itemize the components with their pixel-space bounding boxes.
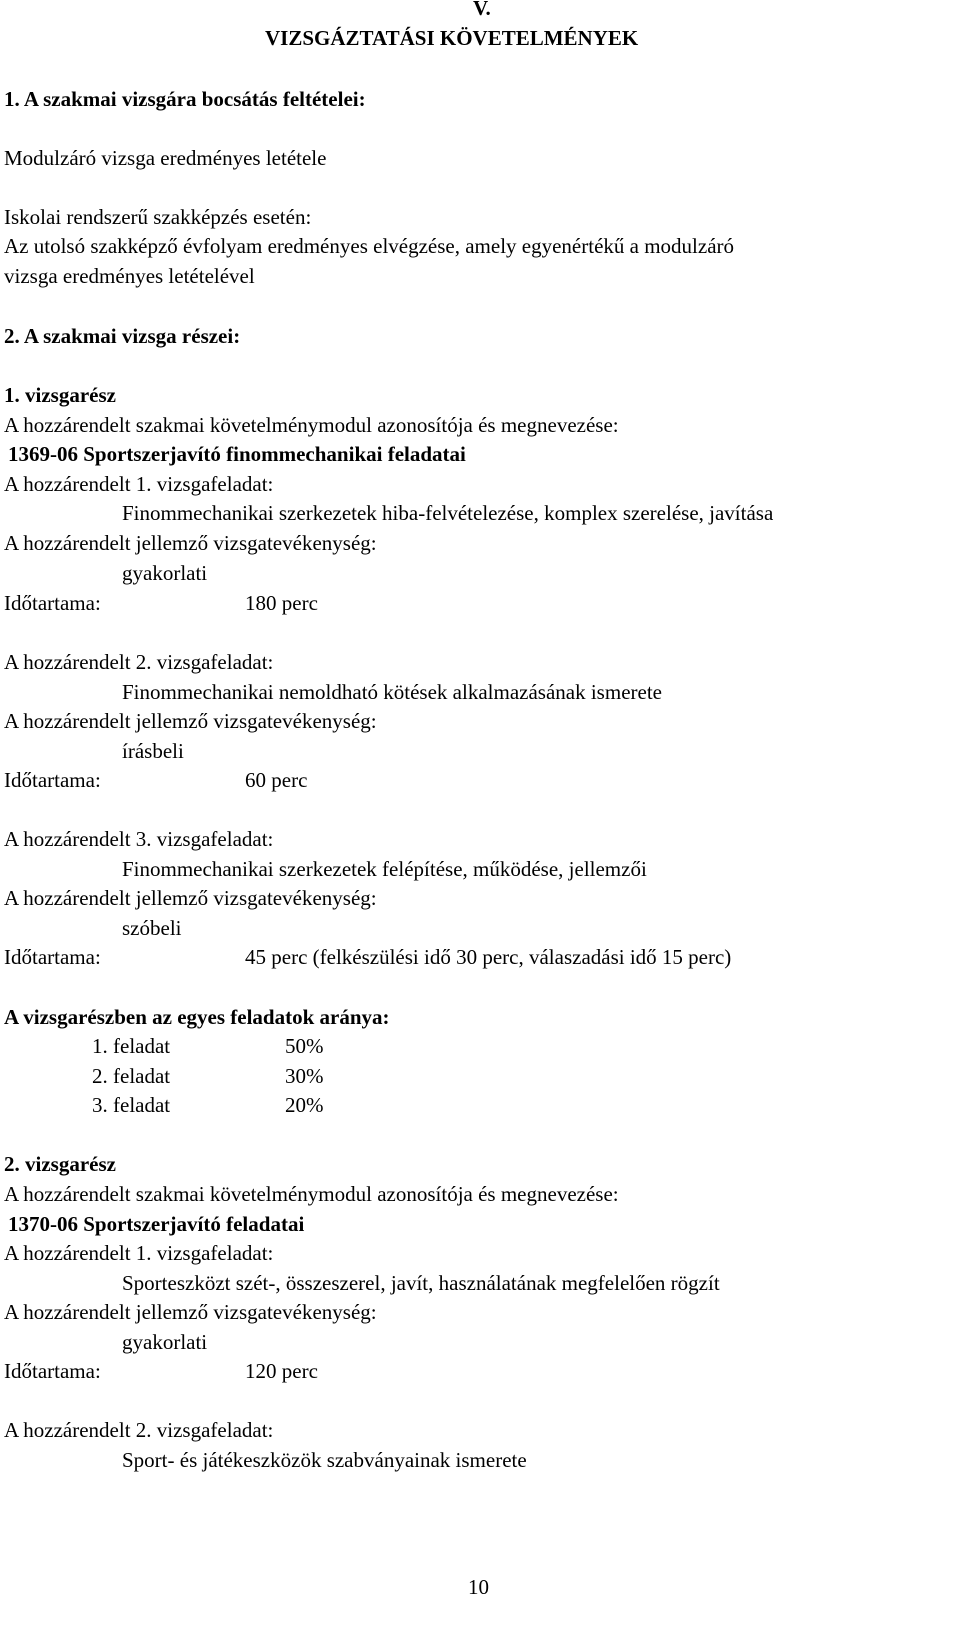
part-2-task-1-name: Sporteszközt szét-, összeszerel, javít, használatának megfelelően rögzít <box>122 1271 720 1295</box>
part-2-module: 1370-06 Sportszerjavító feladatai <box>8 1212 305 1236</box>
section-1-line-1: Modulzáró vizsga eredményes letétele <box>4 146 327 170</box>
part-1-module-intro: A hozzárendelt szakmai követelménymodul azonosítója és megnevezése: <box>4 413 619 437</box>
part-1-task-1-activity-label: A hozzárendelt jellemző vizsgatevékenység: <box>4 531 377 555</box>
part-1-task-1-activity: gyakorlati <box>122 561 208 585</box>
part-1-task-1-label: A hozzárendelt 1. vizsgafeladat: <box>4 472 274 496</box>
part-1-task-1-duration-label: Időtartama: <box>4 591 101 615</box>
part-2-task-1-activity-label: A hozzárendelt jellemző vizsgatevékenység: <box>4 1300 377 1324</box>
part-2-task-2-label: A hozzárendelt 2. vizsgafeladat: <box>4 1418 274 1442</box>
part-1-task-3-activity: szóbeli <box>122 916 182 940</box>
part-1-title: 1. vizsgarész <box>4 383 116 407</box>
part-1-task-3-duration-label: Időtartama: <box>4 945 101 969</box>
part-1-task-2-duration-label: Időtartama: <box>4 768 101 792</box>
part-2-title: 2. vizsgarész <box>4 1152 116 1176</box>
chapter-number: V. <box>473 0 491 20</box>
ratio-value-1: 50% <box>285 1034 324 1058</box>
part-1-task-2-name: Finommechanikai nemoldható kötések alkalmazásának ismerete <box>122 680 662 704</box>
part-1-task-1-name: Finommechanikai szerkezetek hiba-felvételezése, komplex szerelése, javítása <box>122 501 774 525</box>
part-2-task-1-label: A hozzárendelt 1. vizsgafeladat: <box>4 1241 274 1265</box>
ratio-heading: A vizsgarészben az egyes feladatok aránya: <box>4 1005 390 1029</box>
ratio-value-3: 20% <box>285 1093 324 1117</box>
part-1-task-3-activity-label: A hozzárendelt jellemző vizsgatevékenység: <box>4 886 377 910</box>
ratio-task-1: 1. feladat <box>92 1034 171 1058</box>
part-2-module-intro: A hozzárendelt szakmai követelménymodul azonosítója és megnevezése: <box>4 1182 619 1206</box>
section-1-heading: 1. A szakmai vizsgára bocsátás feltételei: <box>4 87 366 111</box>
ratio-task-3: 3. feladat <box>92 1093 171 1117</box>
page-title: VIZSGÁZTATÁSI KÖVETELMÉNYEK <box>265 26 639 50</box>
section-1-line-4: vizsga eredményes letételével <box>4 264 255 288</box>
part-1-module: 1369-06 Sportszerjavító finommechanikai feladatai <box>8 442 466 466</box>
part-2-task-1-activity: gyakorlati <box>122 1330 208 1354</box>
part-1-task-2-activity: írásbeli <box>122 739 184 763</box>
section-1-line-2: Iskolai rendszerű szakképzés esetén: <box>4 205 312 229</box>
section-1-line-3: Az utolsó szakképző évfolyam eredményes elvégzése, amely egyenértékű a modulzáró <box>4 234 735 258</box>
part-1-task-3-name: Finommechanikai szerkezetek felépítése, működése, jellemzői <box>122 857 647 881</box>
ratio-task-2: 2. feladat <box>92 1064 171 1088</box>
part-1-task-2-duration: 60 perc <box>245 768 308 792</box>
ratio-value-2: 30% <box>285 1064 324 1088</box>
section-2-heading: 2. A szakmai vizsga részei: <box>4 324 241 348</box>
part-1-task-1-duration: 180 perc <box>245 591 318 615</box>
part-2-task-1-duration-label: Időtartama: <box>4 1359 101 1383</box>
part-1-task-3-label: A hozzárendelt 3. vizsgafeladat: <box>4 827 274 851</box>
part-1-task-2-label: A hozzárendelt 2. vizsgafeladat: <box>4 650 274 674</box>
page-number: 10 <box>468 1575 489 1599</box>
part-1-task-2-activity-label: A hozzárendelt jellemző vizsgatevékenység: <box>4 709 377 733</box>
part-2-task-2-name: Sport- és játékeszközök szabványainak ismerete <box>122 1448 527 1472</box>
part-1-task-3-duration: 45 perc (felkészülési idő 30 perc, válaszadási idő 15 perc) <box>245 945 732 969</box>
part-2-task-1-duration: 120 perc <box>245 1359 318 1383</box>
